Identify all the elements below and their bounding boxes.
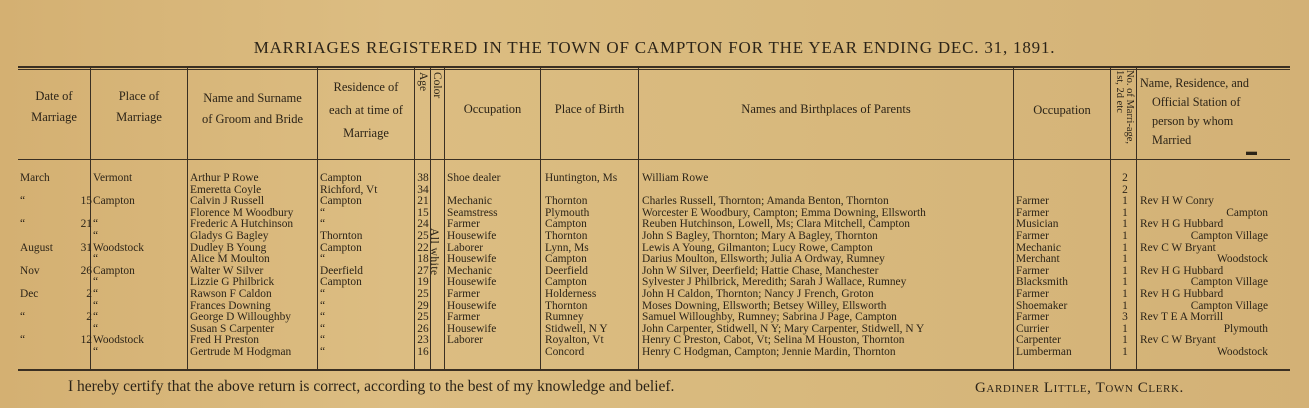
cell-age: 23: [417, 334, 429, 347]
cell-age: 24: [417, 218, 429, 231]
cell-day: 15: [80, 195, 92, 208]
cell-place: “: [93, 299, 99, 312]
cell-off-right: Woodstock: [1217, 346, 1268, 358]
cell-pocc: Farmer: [1016, 288, 1049, 300]
cell-pocc: Farmer: [1016, 230, 1049, 242]
table-row: [0, 288, 1309, 300]
cell-name: Gertrude M Hodgman: [190, 346, 292, 358]
cell-off-right: Campton Village: [1190, 230, 1268, 242]
cell-off: Rev T E A Morrill: [1140, 311, 1224, 324]
cell-res: “: [320, 334, 326, 347]
cell-occ: Housewife: [447, 299, 497, 312]
cell-birth: Thornton: [545, 195, 588, 208]
cell-day: 12: [80, 334, 92, 347]
cell-birth: Lynn, Ms: [545, 241, 589, 254]
cell-age: 18: [417, 253, 429, 266]
cell-day: 2: [86, 311, 92, 324]
cell-place: “: [93, 276, 99, 289]
cell-parents: Darius Moulton, Ellsworth; Julia A Ordway, Rumney: [642, 253, 885, 266]
cell-name: Arthur P Rowe: [190, 172, 259, 184]
cell-birth: Huntington, Ms: [545, 172, 618, 184]
cell-pocc: Farmer: [1016, 206, 1049, 219]
header-name: Name and Surname of Groom and Bride: [201, 91, 304, 126]
cell-mar: 2: [1122, 172, 1128, 184]
cell-pocc: Musician: [1016, 218, 1059, 231]
cell-occ: Mechanic: [447, 264, 492, 277]
cell-name: Dudley B Young: [190, 241, 267, 254]
cell-occ: Housewife: [447, 276, 497, 289]
cell-off-right: Campton Village: [1190, 299, 1268, 312]
cell-date: Nov: [20, 264, 40, 277]
cell-parents: John H Caldon, Thornton; Nancy J French, Groton: [642, 288, 874, 300]
cell-age: 26: [417, 322, 429, 335]
header-parents: Names and Birthplaces of Parents: [741, 102, 911, 116]
header-residence: Residence of each at time of Marriage: [329, 80, 403, 140]
cell-pocc: Mechanic: [1016, 241, 1061, 254]
cell-parents: Moses Downing, Ellsworth; Betsey Willey, Ellsworth: [642, 299, 887, 312]
cell-age: 19: [417, 276, 429, 289]
cell-pocc: Farmer: [1016, 311, 1049, 324]
cell-name: Florence M Woodbury: [190, 206, 294, 219]
cell-age: 29: [417, 299, 429, 312]
cell-res: “: [320, 218, 326, 231]
cell-off: Rev C W Bryant: [1140, 334, 1216, 347]
cell-day: 31: [80, 241, 92, 254]
table-row: [0, 242, 1309, 254]
cell-mar: 1: [1122, 264, 1128, 277]
table-row: [0, 265, 1309, 277]
cell-name: Gladys G Bagley: [190, 230, 269, 242]
cell-age: 27: [417, 264, 429, 277]
cell-age: 25: [417, 288, 429, 300]
cell-occ: Laborer: [447, 334, 484, 347]
header-color: Color: [431, 72, 443, 99]
cell-birth: Stidwell, N Y: [545, 322, 608, 335]
cell-birth: Rumney: [545, 311, 584, 324]
cell-mar: 1: [1122, 218, 1128, 231]
cell-mar: 2: [1122, 183, 1128, 196]
cell-place: Campton: [93, 195, 135, 208]
cell-date: Dec: [20, 288, 39, 300]
cell-res: Campton: [320, 195, 362, 208]
cell-age: 21: [417, 195, 429, 208]
cell-pocc: Farmer: [1016, 195, 1049, 208]
header-official-dash: ▬: [1246, 146, 1257, 158]
cell-name: Susan S Carpenter: [190, 322, 275, 335]
cell-parents: William Rowe: [642, 172, 709, 184]
page-title: MARRIAGES REGISTERED IN THE TOWN OF CAMPTON FOR THE YEAR ENDING DEC. 31, 1891.: [253, 38, 1056, 57]
cell-occ: Housewife: [447, 322, 497, 335]
cell-pocc: Carpenter: [1016, 334, 1061, 347]
cell-birth: Campton: [545, 276, 587, 289]
cell-day: 21: [80, 218, 92, 231]
cell-mar: 1: [1122, 288, 1128, 300]
cell-mar: 1: [1122, 322, 1128, 335]
cell-birth: Thornton: [545, 230, 588, 242]
cell-occ: Shoe dealer: [447, 172, 501, 184]
cell-place: “: [93, 311, 99, 324]
cell-date: August: [20, 241, 53, 254]
cell-pocc: Shoemaker: [1016, 299, 1068, 312]
cell-place: “: [93, 218, 99, 231]
cell-parents: Sylvester J Philbrick, Meredith; Sarah J Wallace, Rumney: [642, 276, 907, 289]
cell-occ: Laborer: [447, 241, 484, 254]
cell-res: Thornton: [320, 230, 363, 242]
cell-res: “: [320, 346, 326, 358]
table-row: [0, 230, 1309, 242]
cell-pocc: Merchant: [1016, 253, 1060, 266]
cell-birth: Plymouth: [545, 206, 590, 219]
cell-mar: 1: [1122, 346, 1128, 358]
cell-mar: 1: [1122, 299, 1128, 312]
cell-parents: Lewis A Young, Gilmanton; Lucy Rowe, Campton: [642, 241, 873, 254]
table-row: [0, 172, 1309, 184]
cell-name: Frances Downing: [190, 299, 271, 312]
cell-pocc: Blacksmith: [1016, 276, 1068, 289]
cell-birth: Royalton, Vt: [545, 334, 604, 347]
cell-res: “: [320, 206, 326, 219]
cell-birth: Deerfield: [545, 264, 589, 277]
cell-off: Rev H W Conry: [1140, 195, 1214, 208]
town-clerk-signature: Gardiner Little, Town Clerk.: [975, 380, 1184, 396]
cell-date: “: [20, 311, 26, 324]
header-birth: Place of Birth: [554, 102, 625, 116]
cell-occ: Housewife: [447, 253, 497, 266]
cell-occ: Seamstress: [447, 206, 498, 219]
cell-place: Campton: [93, 264, 135, 277]
cell-birth: Campton: [545, 218, 587, 231]
cell-age: 16: [417, 346, 429, 358]
cell-mar: 1: [1122, 206, 1128, 219]
cell-age: 25: [417, 311, 429, 324]
cell-parents: John W Silver, Deerfield; Hattie Chase, Manchester: [642, 264, 879, 277]
cell-res: “: [320, 299, 326, 312]
cell-birth: Campton: [545, 253, 587, 266]
cell-mar: 1: [1122, 253, 1128, 266]
table-bottom-rule: [18, 369, 1290, 371]
cell-date: “: [20, 218, 26, 231]
cell-date: “: [20, 334, 26, 347]
cell-mar: 1: [1122, 195, 1128, 208]
cell-parents: Reuben Hutchinson, Lowell, Ms; Clara Mitchell, Campton: [642, 218, 910, 231]
table-top-rule: [18, 66, 1290, 68]
table-row: [0, 253, 1309, 265]
cell-age: 22: [417, 241, 429, 254]
cell-name: Emeretta Coyle: [190, 183, 262, 196]
cell-name: Alice M Moulton: [190, 253, 270, 266]
cell-name: George D Willoughby: [190, 311, 291, 324]
cell-place: “: [93, 346, 99, 358]
header-parent-occupation: Occupation: [1033, 103, 1091, 117]
cell-res: Deerfield: [320, 264, 364, 277]
table-row: [0, 311, 1309, 323]
cell-occ: Mechanic: [447, 195, 492, 208]
cell-name: Walter W Silver: [190, 264, 264, 277]
cell-occ: Farmer: [447, 311, 480, 324]
cell-age: 15: [417, 206, 429, 219]
color-all-white: All white: [428, 228, 440, 276]
table-row: [0, 207, 1309, 219]
cell-res: “: [320, 288, 326, 300]
cell-res: “: [320, 322, 326, 335]
header-age: Age: [417, 72, 429, 92]
header-official: Name, Residence, and Official Station of person by whom Married: [1140, 76, 1249, 147]
cell-off-right: Campton: [1226, 206, 1268, 219]
cell-off-right: Plymouth: [1223, 322, 1268, 335]
cell-date: “: [20, 195, 26, 208]
table-row: [0, 300, 1309, 312]
cell-parents: John Carpenter, Stidwell, N Y; Mary Carpenter, Stidwell, N Y: [642, 322, 925, 335]
cell-parents: John S Bagley, Thornton; Mary A Bagley, Thornton: [642, 230, 878, 242]
header-marriage-number: No. of Marri-age, 1st, 2d etc: [1114, 70, 1135, 145]
table-top-rule-inner: [18, 69, 1290, 70]
cell-date: March: [20, 172, 50, 184]
cell-parents: Samuel Willoughby, Rumney; Sabrina J Page, Campton: [642, 311, 897, 324]
cell-res: “: [320, 311, 326, 324]
cell-name: Frederic A Hutchinson: [190, 218, 294, 231]
cell-off: Rev H G Hubbard: [1140, 288, 1224, 300]
cell-place: “: [93, 253, 99, 266]
cell-mar: 1: [1122, 334, 1128, 347]
cell-day: 2: [86, 288, 92, 300]
cell-place: Woodstock: [93, 241, 144, 254]
certification-statement: I hereby certify that the above return is correct, according to the best of my knowledge and belief.: [68, 378, 675, 395]
cell-parents: Henry C Hodgman, Campton; Jennie Mardin, Thornton: [642, 346, 896, 358]
cell-place: “: [93, 288, 99, 300]
cell-mar: 1: [1122, 276, 1128, 289]
table-row: [0, 195, 1309, 207]
cell-birth: Holderness: [545, 288, 597, 300]
cell-pocc: Currier: [1016, 322, 1049, 335]
cell-place: Woodstock: [93, 334, 144, 347]
cell-res: Campton: [320, 276, 362, 289]
cell-res: Campton: [320, 241, 362, 254]
cell-place: “: [93, 322, 99, 335]
cell-place: “: [93, 230, 99, 242]
cell-place: Vermont: [93, 172, 133, 184]
header-bottom-rule: [18, 159, 1290, 160]
cell-occ: Farmer: [447, 288, 480, 300]
cell-off: Rev H G Hubbard: [1140, 264, 1224, 277]
cell-res: Campton: [320, 172, 362, 184]
cell-off-right: Woodstock: [1217, 253, 1268, 266]
table-row: [0, 334, 1309, 346]
cell-pocc: Lumberman: [1016, 346, 1072, 358]
cell-pocc: Farmer: [1016, 264, 1049, 277]
cell-name: Calvin J Russell: [190, 195, 265, 208]
table-row: [0, 218, 1309, 230]
cell-res: “: [320, 253, 326, 266]
cell-birth: Thornton: [545, 299, 588, 312]
cell-mar: 3: [1122, 311, 1128, 324]
cell-parents: Henry C Preston, Cabot, Vt; Selina M Houston, Thornton: [642, 334, 905, 347]
table-row: [0, 184, 1309, 196]
cell-off-right: Campton Village: [1190, 276, 1268, 289]
cell-parents: Worcester E Woodbury, Campton; Emma Downing, Ellsworth: [642, 206, 926, 219]
cell-occ: Housewife: [447, 230, 497, 242]
header-occupation: Occupation: [463, 102, 522, 116]
cell-age: 34: [417, 183, 429, 196]
cell-name: Fred H Preston: [190, 334, 259, 347]
cell-age: 25: [417, 230, 429, 242]
cell-birth: Concord: [545, 346, 585, 358]
table-row: [0, 323, 1309, 335]
header-date: Date of Marriage: [31, 89, 77, 124]
cell-res: Richford, Vt: [320, 183, 378, 196]
cell-occ: Farmer: [447, 218, 480, 231]
cell-age: 38: [417, 172, 429, 184]
header-place: Place of Marriage: [116, 89, 162, 124]
cell-name: Lizzie G Philbrick: [190, 276, 275, 289]
table-row: [0, 276, 1309, 288]
cell-day: 26: [80, 264, 92, 277]
cell-name: Rawson F Caldon: [190, 288, 272, 300]
table-row: [0, 346, 1309, 358]
cell-parents: Charles Russell, Thornton; Amanda Benton, Thornton: [642, 195, 889, 208]
cell-off: Rev H G Hubbard: [1140, 218, 1224, 231]
cell-mar: 1: [1122, 241, 1128, 254]
cell-off: Rev C W Bryant: [1140, 241, 1216, 254]
cell-mar: 1: [1122, 230, 1128, 242]
